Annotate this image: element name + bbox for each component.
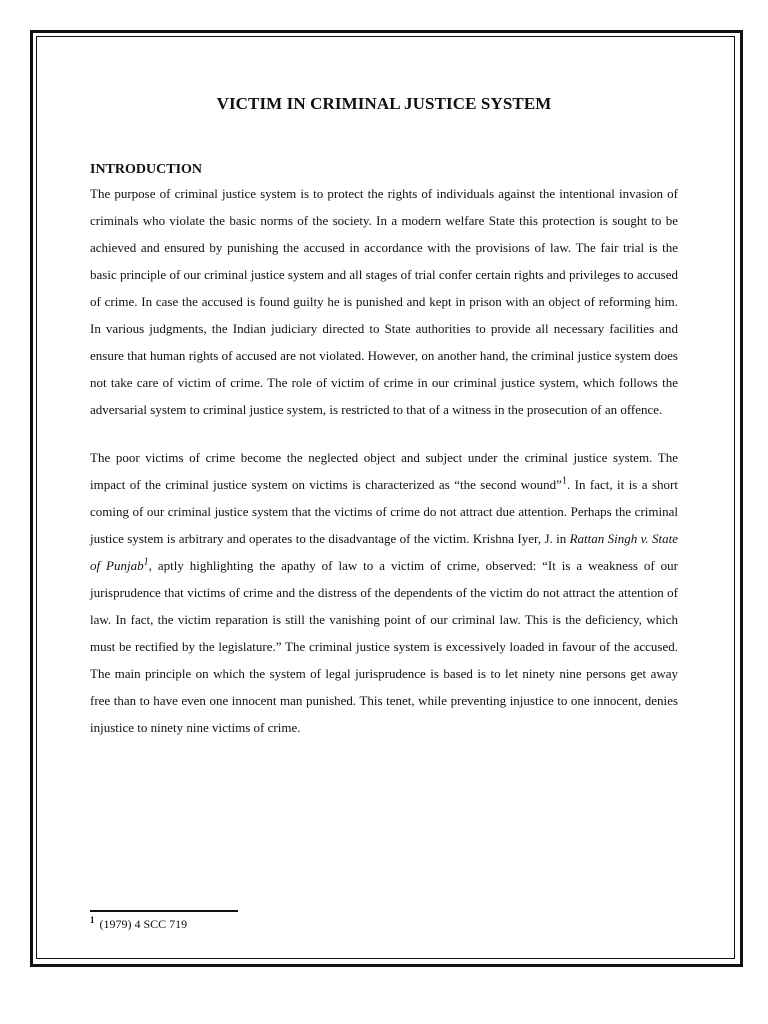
paragraph-2 bbox=[90, 444, 678, 741]
paragraph-2-text-3: , aptly highlighting the apathy of law to a victim of crime, observed: “It is a weakness of our jurisprudence that victims of crime and the distress of the dependents of the victim do not attract the attention of law. In fact, the victim reparation is still the vanishing point of our criminal law. This is the deficiency, which must be rectified by the legislature.” The criminal justice system is excessively loaded in favour of the accused. The main principle on which the system of legal jurisprudence is based is to let ninety nine persons get away free than to have even one innocent man punished. This tenet, while preventing injustice to one innocent, denies injustice to ninety nine victims of crime. bbox=[90, 558, 679, 735]
paragraph-1: The purpose of criminal justice system is to protect the rights of individuals against the intentional invasion of criminals who violate the basic norms of the society. In a modern welfare State this protection is sought to be achieved and ensured by punishing the accused in accordance with the provisions of law. The fair trial is the basic principle of our criminal justice system and all stages of trial confer certain rights and privileges to accused of crime. In case the accused is found guilty he is punished and kept in prison with an object of reforming him. In various judgments, the Indian judiciary directed to State authorities to provide all necessary facilities and ensure that human rights of accused are not violated. However, on another hand, the criminal justice system does not take care of victim of crime. The role of victim of crime in our criminal justice system, which follows the adversarial system to criminal justice system, is restricted to that of a witness in the prosecution of an offence. bbox=[90, 186, 678, 417]
paragraph-2-text-1: The poor victims of crime become the neglected object and subject under the criminal justice system. The impact of the criminal justice system on victims is characterized as “the second wound” bbox=[90, 450, 678, 492]
footnote bbox=[90, 916, 187, 932]
section-heading: INTRODUCTION bbox=[90, 162, 203, 177]
footnote-reference-2: 1 bbox=[143, 556, 149, 568]
paragraph-2-text-2: . In fact, it is a short coming of our criminal justice system that the victims of crime do not attract due attention. Perhaps the criminal justice system is arbitrary and operates to the disadvantage of the victim. Krishna Iyer, J. in bbox=[90, 477, 678, 546]
case-citation: Rattan Singh v. State of Punjab bbox=[90, 531, 678, 573]
footnote-number: 1 bbox=[90, 915, 95, 925]
footnote-text: (1979) 4 SCC 719 bbox=[96, 917, 188, 931]
footnote-separator bbox=[90, 910, 238, 912]
footnote-reference-1: 1 bbox=[561, 475, 567, 487]
document-body bbox=[90, 90, 678, 741]
document-title: VICTIM IN CRIMINAL JUSTICE SYSTEM bbox=[216, 94, 552, 113]
